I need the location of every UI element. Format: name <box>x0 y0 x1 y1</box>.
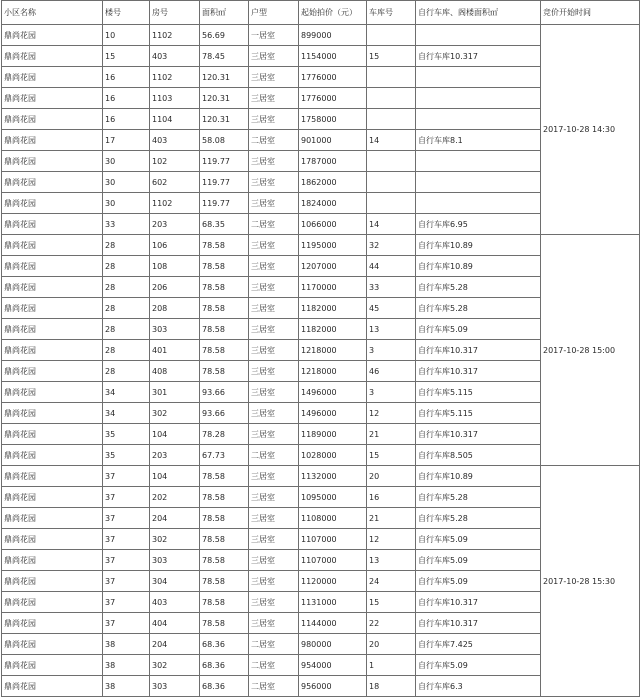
cell-area: 78.58 <box>200 277 249 298</box>
cell-building-no: 10 <box>103 25 150 46</box>
cell-starting-price: 1170000 <box>299 277 367 298</box>
cell-room-no: 304 <box>150 571 200 592</box>
cell-area: 78.58 <box>200 613 249 634</box>
cell-layout: 三居室 <box>249 319 299 340</box>
cell-building-no: 37 <box>103 550 150 571</box>
cell-garage-no: 3 <box>367 382 416 403</box>
cell-bike-garage-area: 自行车库10.89 <box>416 235 541 256</box>
cell-area: 78.58 <box>200 298 249 319</box>
cell-garage-no: 45 <box>367 298 416 319</box>
cell-community-name: 鼎尚花园 <box>2 529 103 550</box>
cell-room-no: 303 <box>150 550 200 571</box>
cell-room-no: 404 <box>150 613 200 634</box>
cell-garage-no <box>367 193 416 214</box>
cell-bike-garage-area: 自行车库10.317 <box>416 46 541 67</box>
cell-community-name: 鼎尚花园 <box>2 109 103 130</box>
cell-room-no: 302 <box>150 403 200 424</box>
cell-starting-price: 1066000 <box>299 214 367 235</box>
cell-building-no: 38 <box>103 676 150 697</box>
cell-layout: 一居室 <box>249 25 299 46</box>
cell-garage-no: 13 <box>367 550 416 571</box>
cell-starting-price: 1496000 <box>299 382 367 403</box>
cell-garage-no: 1 <box>367 655 416 676</box>
cell-garage-no: 24 <box>367 571 416 592</box>
cell-starting-price: 1131000 <box>299 592 367 613</box>
cell-community-name: 鼎尚花园 <box>2 340 103 361</box>
cell-building-no: 28 <box>103 235 150 256</box>
cell-bike-garage-area: 自行车库10.317 <box>416 361 541 382</box>
cell-bike-garage-area: 自行车库10.89 <box>416 256 541 277</box>
cell-community-name: 鼎尚花园 <box>2 655 103 676</box>
cell-bike-garage-area: 自行车库5.28 <box>416 508 541 529</box>
cell-building-no: 28 <box>103 340 150 361</box>
cell-community-name: 鼎尚花园 <box>2 172 103 193</box>
cell-bike-garage-area: 自行车库5.09 <box>416 550 541 571</box>
bid-start-time: 2017-10-28 14:30 <box>541 25 640 235</box>
cell-bike-garage-area <box>416 67 541 88</box>
cell-room-no: 1104 <box>150 109 200 130</box>
cell-garage-no: 44 <box>367 256 416 277</box>
cell-building-no: 37 <box>103 487 150 508</box>
cell-layout: 二居室 <box>249 445 299 466</box>
cell-garage-no: 18 <box>367 676 416 697</box>
cell-starting-price: 980000 <box>299 634 367 655</box>
cell-area: 67.73 <box>200 445 249 466</box>
cell-garage-no: 33 <box>367 277 416 298</box>
cell-layout: 三居室 <box>249 550 299 571</box>
cell-community-name: 鼎尚花园 <box>2 193 103 214</box>
cell-garage-no: 21 <box>367 508 416 529</box>
cell-building-no: 34 <box>103 382 150 403</box>
cell-layout: 三居室 <box>249 172 299 193</box>
cell-room-no: 204 <box>150 508 200 529</box>
cell-area: 68.36 <box>200 676 249 697</box>
cell-garage-no: 15 <box>367 46 416 67</box>
cell-building-no: 30 <box>103 172 150 193</box>
cell-garage-no <box>367 67 416 88</box>
cell-building-no: 28 <box>103 319 150 340</box>
cell-starting-price: 1108000 <box>299 508 367 529</box>
cell-starting-price: 1218000 <box>299 361 367 382</box>
cell-starting-price: 1758000 <box>299 109 367 130</box>
cell-layout: 三居室 <box>249 361 299 382</box>
cell-building-no: 37 <box>103 529 150 550</box>
cell-layout: 三居室 <box>249 487 299 508</box>
cell-area: 78.58 <box>200 340 249 361</box>
cell-room-no: 303 <box>150 319 200 340</box>
cell-area: 93.66 <box>200 403 249 424</box>
cell-starting-price: 1182000 <box>299 298 367 319</box>
cell-starting-price: 1095000 <box>299 487 367 508</box>
auction-table <box>1 0 640 697</box>
header-bid-start-time: 竞价开始时间 <box>541 1 640 25</box>
cell-garage-no: 20 <box>367 634 416 655</box>
cell-bike-garage-area: 自行车库7.425 <box>416 634 541 655</box>
cell-starting-price: 1028000 <box>299 445 367 466</box>
cell-community-name: 鼎尚花园 <box>2 403 103 424</box>
cell-area: 78.58 <box>200 487 249 508</box>
cell-layout: 三居室 <box>249 613 299 634</box>
cell-area: 78.58 <box>200 529 249 550</box>
cell-room-no: 202 <box>150 487 200 508</box>
cell-community-name: 鼎尚花园 <box>2 88 103 109</box>
cell-community-name: 鼎尚花园 <box>2 592 103 613</box>
cell-building-no: 35 <box>103 445 150 466</box>
cell-area: 120.31 <box>200 67 249 88</box>
cell-building-no: 37 <box>103 613 150 634</box>
cell-area: 78.58 <box>200 508 249 529</box>
cell-room-no: 403 <box>150 592 200 613</box>
cell-building-no: 37 <box>103 466 150 487</box>
cell-layout: 二居室 <box>249 655 299 676</box>
cell-bike-garage-area: 自行车库6.3 <box>416 676 541 697</box>
cell-layout: 三居室 <box>249 424 299 445</box>
cell-garage-no: 46 <box>367 361 416 382</box>
cell-starting-price: 1776000 <box>299 88 367 109</box>
cell-bike-garage-area <box>416 25 541 46</box>
cell-layout: 三居室 <box>249 592 299 613</box>
cell-community-name: 鼎尚花园 <box>2 130 103 151</box>
cell-bike-garage-area: 自行车库5.09 <box>416 571 541 592</box>
cell-area: 78.58 <box>200 592 249 613</box>
cell-garage-no: 14 <box>367 214 416 235</box>
table-row <box>2 235 640 256</box>
cell-starting-price: 1862000 <box>299 172 367 193</box>
cell-room-no: 401 <box>150 340 200 361</box>
cell-community-name: 鼎尚花园 <box>2 508 103 529</box>
cell-bike-garage-area <box>416 172 541 193</box>
cell-community-name: 鼎尚花园 <box>2 298 103 319</box>
cell-starting-price: 1218000 <box>299 340 367 361</box>
cell-layout: 三居室 <box>249 67 299 88</box>
cell-bike-garage-area: 自行车库8.1 <box>416 130 541 151</box>
cell-room-no: 104 <box>150 424 200 445</box>
cell-layout: 三居室 <box>249 382 299 403</box>
cell-starting-price: 899000 <box>299 25 367 46</box>
cell-garage-no: 14 <box>367 130 416 151</box>
cell-area: 78.58 <box>200 571 249 592</box>
cell-garage-no <box>367 172 416 193</box>
cell-garage-no <box>367 109 416 130</box>
cell-room-no: 108 <box>150 256 200 277</box>
cell-building-no: 16 <box>103 88 150 109</box>
cell-bike-garage-area: 自行车库5.115 <box>416 382 541 403</box>
cell-room-no: 1102 <box>150 25 200 46</box>
cell-garage-no <box>367 25 416 46</box>
cell-garage-no: 13 <box>367 319 416 340</box>
cell-room-no: 303 <box>150 676 200 697</box>
cell-bike-garage-area: 自行车库5.28 <box>416 277 541 298</box>
cell-room-no: 1102 <box>150 67 200 88</box>
cell-room-no: 403 <box>150 130 200 151</box>
cell-room-no: 208 <box>150 298 200 319</box>
cell-building-no: 37 <box>103 571 150 592</box>
cell-starting-price: 1132000 <box>299 466 367 487</box>
cell-room-no: 302 <box>150 655 200 676</box>
header-row <box>2 1 640 25</box>
cell-room-no: 403 <box>150 46 200 67</box>
cell-starting-price: 1107000 <box>299 529 367 550</box>
cell-starting-price: 1776000 <box>299 67 367 88</box>
cell-bike-garage-area: 自行车库8.505 <box>416 445 541 466</box>
cell-room-no: 408 <box>150 361 200 382</box>
cell-layout: 二居室 <box>249 676 299 697</box>
cell-bike-garage-area: 自行车库5.28 <box>416 487 541 508</box>
cell-garage-no <box>367 151 416 172</box>
cell-room-no: 104 <box>150 466 200 487</box>
cell-building-no: 17 <box>103 130 150 151</box>
cell-community-name: 鼎尚花园 <box>2 319 103 340</box>
cell-layout: 三居室 <box>249 151 299 172</box>
cell-community-name: 鼎尚花园 <box>2 382 103 403</box>
header-room-no: 房号 <box>150 1 200 25</box>
cell-building-no: 30 <box>103 193 150 214</box>
cell-community-name: 鼎尚花园 <box>2 487 103 508</box>
cell-building-no: 37 <box>103 592 150 613</box>
cell-community-name: 鼎尚花园 <box>2 214 103 235</box>
header-garage-no: 车库号 <box>367 1 416 25</box>
cell-room-no: 1102 <box>150 193 200 214</box>
cell-area: 119.77 <box>200 193 249 214</box>
cell-garage-no: 12 <box>367 403 416 424</box>
cell-starting-price: 1154000 <box>299 46 367 67</box>
header-community-name: 小区名称 <box>2 1 103 25</box>
cell-layout: 三居室 <box>249 88 299 109</box>
cell-starting-price: 1189000 <box>299 424 367 445</box>
cell-garage-no: 15 <box>367 445 416 466</box>
cell-area: 56.69 <box>200 25 249 46</box>
cell-layout: 二居室 <box>249 634 299 655</box>
cell-area: 78.58 <box>200 235 249 256</box>
bid-start-time: 2017-10-28 15:30 <box>541 466 640 697</box>
cell-bike-garage-area: 自行车库10.317 <box>416 613 541 634</box>
cell-area: 78.58 <box>200 319 249 340</box>
bid-start-time: 2017-10-28 15:00 <box>541 235 640 466</box>
cell-area: 119.77 <box>200 151 249 172</box>
table-row <box>2 25 640 46</box>
cell-starting-price: 1787000 <box>299 151 367 172</box>
cell-garage-no <box>367 88 416 109</box>
cell-garage-no: 3 <box>367 340 416 361</box>
cell-garage-no: 15 <box>367 592 416 613</box>
cell-starting-price: 1207000 <box>299 256 367 277</box>
cell-area: 68.36 <box>200 634 249 655</box>
cell-area: 78.58 <box>200 550 249 571</box>
cell-building-no: 28 <box>103 298 150 319</box>
cell-community-name: 鼎尚花园 <box>2 466 103 487</box>
cell-building-no: 28 <box>103 256 150 277</box>
cell-building-no: 16 <box>103 109 150 130</box>
cell-layout: 三居室 <box>249 109 299 130</box>
cell-room-no: 102 <box>150 151 200 172</box>
cell-bike-garage-area <box>416 88 541 109</box>
cell-layout: 三居室 <box>249 529 299 550</box>
cell-starting-price: 1496000 <box>299 403 367 424</box>
cell-area: 68.36 <box>200 655 249 676</box>
cell-layout: 三居室 <box>249 508 299 529</box>
cell-garage-no: 21 <box>367 424 416 445</box>
cell-bike-garage-area: 自行车库10.89 <box>416 466 541 487</box>
cell-community-name: 鼎尚花园 <box>2 550 103 571</box>
cell-starting-price: 1120000 <box>299 571 367 592</box>
cell-room-no: 302 <box>150 529 200 550</box>
header-building-no: 楼号 <box>103 1 150 25</box>
cell-bike-garage-area: 自行车库5.115 <box>416 403 541 424</box>
cell-layout: 三居室 <box>249 571 299 592</box>
cell-community-name: 鼎尚花园 <box>2 445 103 466</box>
cell-building-no: 33 <box>103 214 150 235</box>
table-body <box>2 25 640 697</box>
cell-layout: 三居室 <box>249 235 299 256</box>
cell-area: 120.31 <box>200 109 249 130</box>
cell-starting-price: 956000 <box>299 676 367 697</box>
cell-layout: 三居室 <box>249 256 299 277</box>
cell-building-no: 28 <box>103 361 150 382</box>
cell-starting-price: 1824000 <box>299 193 367 214</box>
cell-area: 78.45 <box>200 46 249 67</box>
cell-building-no: 38 <box>103 634 150 655</box>
header-bike-garage-area: 自行车库、阁楼面积㎡ <box>416 1 541 25</box>
cell-garage-no: 22 <box>367 613 416 634</box>
header-area: 面积㎡ <box>200 1 249 25</box>
cell-community-name: 鼎尚花园 <box>2 46 103 67</box>
cell-community-name: 鼎尚花园 <box>2 424 103 445</box>
header-starting-price: 起始拍价（元） <box>299 1 367 25</box>
cell-area: 93.66 <box>200 382 249 403</box>
cell-bike-garage-area: 自行车库5.28 <box>416 298 541 319</box>
cell-starting-price: 1182000 <box>299 319 367 340</box>
cell-layout: 三居室 <box>249 403 299 424</box>
cell-starting-price: 1195000 <box>299 235 367 256</box>
cell-starting-price: 1107000 <box>299 550 367 571</box>
cell-layout: 三居室 <box>249 340 299 361</box>
cell-room-no: 602 <box>150 172 200 193</box>
cell-building-no: 34 <box>103 403 150 424</box>
cell-area: 78.58 <box>200 256 249 277</box>
table-row <box>2 466 640 487</box>
cell-bike-garage-area: 自行车库10.317 <box>416 340 541 361</box>
cell-starting-price: 901000 <box>299 130 367 151</box>
cell-room-no: 203 <box>150 445 200 466</box>
cell-garage-no: 12 <box>367 529 416 550</box>
cell-bike-garage-area: 自行车库5.09 <box>416 529 541 550</box>
cell-room-no: 206 <box>150 277 200 298</box>
cell-area: 78.58 <box>200 361 249 382</box>
cell-bike-garage-area: 自行车库10.317 <box>416 424 541 445</box>
cell-room-no: 1103 <box>150 88 200 109</box>
cell-building-no: 16 <box>103 67 150 88</box>
cell-bike-garage-area: 自行车库5.09 <box>416 655 541 676</box>
cell-area: 68.35 <box>200 214 249 235</box>
cell-layout: 三居室 <box>249 298 299 319</box>
cell-community-name: 鼎尚花园 <box>2 256 103 277</box>
cell-community-name: 鼎尚花园 <box>2 25 103 46</box>
cell-building-no: 30 <box>103 151 150 172</box>
cell-community-name: 鼎尚花园 <box>2 151 103 172</box>
cell-bike-garage-area: 自行车库6.95 <box>416 214 541 235</box>
cell-bike-garage-area <box>416 151 541 172</box>
cell-bike-garage-area <box>416 193 541 214</box>
cell-layout: 三居室 <box>249 46 299 67</box>
cell-layout: 三居室 <box>249 277 299 298</box>
cell-community-name: 鼎尚花园 <box>2 361 103 382</box>
cell-community-name: 鼎尚花园 <box>2 676 103 697</box>
cell-room-no: 204 <box>150 634 200 655</box>
cell-layout: 二居室 <box>249 214 299 235</box>
cell-community-name: 鼎尚花园 <box>2 634 103 655</box>
cell-area: 78.58 <box>200 466 249 487</box>
cell-community-name: 鼎尚花园 <box>2 613 103 634</box>
cell-area: 58.08 <box>200 130 249 151</box>
cell-garage-no: 16 <box>367 487 416 508</box>
cell-area: 119.77 <box>200 172 249 193</box>
cell-community-name: 鼎尚花园 <box>2 277 103 298</box>
cell-building-no: 38 <box>103 655 150 676</box>
cell-bike-garage-area: 自行车库5.09 <box>416 319 541 340</box>
cell-room-no: 301 <box>150 382 200 403</box>
cell-layout: 三居室 <box>249 193 299 214</box>
cell-garage-no: 32 <box>367 235 416 256</box>
cell-starting-price: 954000 <box>299 655 367 676</box>
cell-community-name: 鼎尚花园 <box>2 235 103 256</box>
cell-building-no: 15 <box>103 46 150 67</box>
cell-area: 78.28 <box>200 424 249 445</box>
cell-building-no: 28 <box>103 277 150 298</box>
cell-room-no: 203 <box>150 214 200 235</box>
cell-layout: 三居室 <box>249 466 299 487</box>
cell-building-no: 35 <box>103 424 150 445</box>
cell-garage-no: 20 <box>367 466 416 487</box>
cell-community-name: 鼎尚花园 <box>2 67 103 88</box>
cell-layout: 二居室 <box>249 130 299 151</box>
cell-area: 120.31 <box>200 88 249 109</box>
cell-room-no: 106 <box>150 235 200 256</box>
cell-bike-garage-area: 自行车库10.317 <box>416 592 541 613</box>
header-layout: 户型 <box>249 1 299 25</box>
cell-community-name: 鼎尚花园 <box>2 571 103 592</box>
cell-building-no: 37 <box>103 508 150 529</box>
cell-starting-price: 1144000 <box>299 613 367 634</box>
cell-bike-garage-area <box>416 109 541 130</box>
